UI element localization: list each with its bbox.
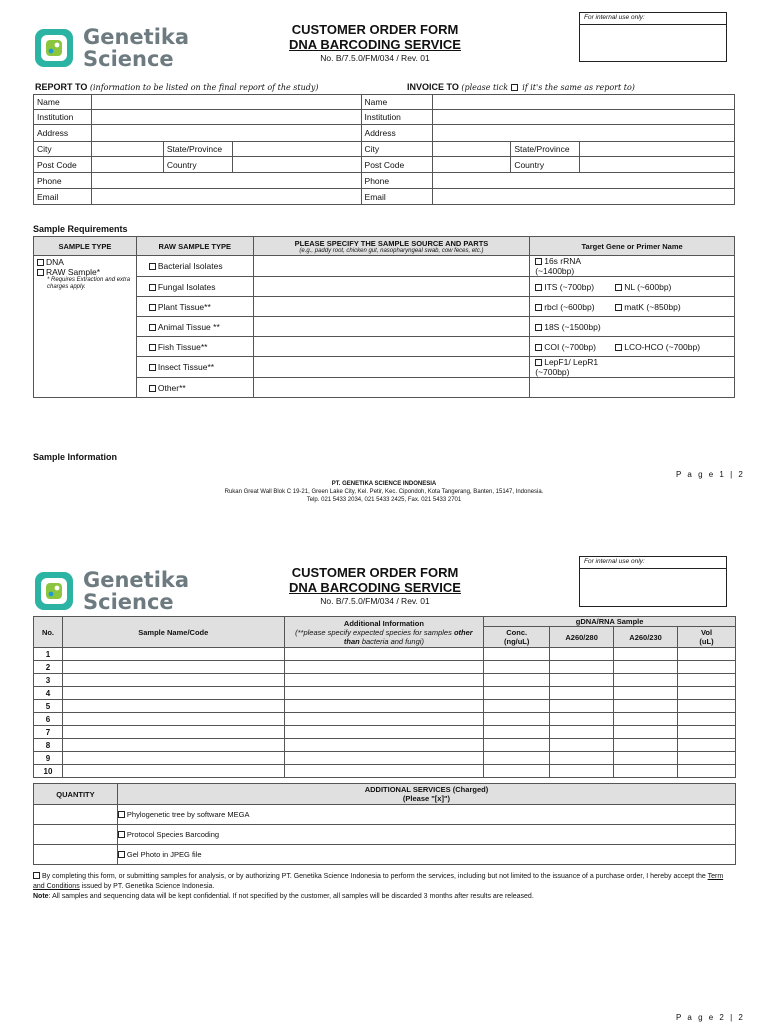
form-title-block-page2 [245, 565, 505, 606]
a260-230-field[interactable] [614, 765, 678, 778]
a260-230-field[interactable] [614, 726, 678, 739]
raw-sample-type-option[interactable]: Insect Tissue** [136, 357, 253, 378]
sample-name-field[interactable] [62, 648, 284, 661]
report-to-heading: REPORT TO (information to be listed on the final report of the study) [35, 82, 319, 92]
sample-requirements-table [33, 236, 735, 398]
additional-info-field[interactable] [284, 674, 484, 687]
table-row [34, 713, 736, 726]
sample-name-field[interactable] [62, 765, 284, 778]
header-sample-source: PLEASE SPECIFY THE SAMPLE SOURCE AND PARTS (e.g., paddy root, chicken gut, nasopharyngeal swab, cow feces, etc.) [253, 237, 530, 256]
conc-field[interactable] [484, 765, 550, 778]
table-row [34, 726, 736, 739]
samples-table [33, 616, 736, 778]
target-gene-option[interactable]: 16s rRNA (~1400bp) [535, 256, 581, 276]
target-gene-checkbox[interactable] [535, 284, 542, 291]
raw-type-checkbox[interactable] [149, 284, 156, 291]
report-state-label: State/Province [163, 142, 232, 157]
col-services: ADDITIONAL SERVICES (Charged) (Please "[x]") [117, 784, 735, 805]
service-option[interactable]: Protocol Species Barcoding [117, 825, 735, 845]
dna-checkbox[interactable] [37, 259, 44, 266]
report-postcode-field[interactable] [91, 157, 163, 173]
a260-230-field[interactable] [614, 661, 678, 674]
report-state-field[interactable] [232, 142, 361, 157]
vol-field[interactable] [678, 687, 736, 700]
col-no: No. [34, 617, 63, 648]
footer-phone: Telp. 021 5433 2034, 021 5433 2425, Fax. 021 5433 2701 [306, 497, 462, 503]
target-gene-option[interactable]: COI (~700bp) [535, 342, 615, 352]
target-gene-checkbox[interactable] [615, 304, 622, 311]
service-option[interactable]: Phylogenetic tree by software MEGA [117, 805, 735, 825]
raw-type-checkbox[interactable] [149, 385, 156, 392]
target-gene-option[interactable]: rbcl (~600bp) [535, 302, 615, 312]
report-phone-field[interactable] [91, 173, 361, 189]
a260-280-field[interactable] [550, 713, 614, 726]
invoice-address-label: Address [361, 125, 433, 142]
a260-280-field[interactable] [550, 765, 614, 778]
additional-info-field[interactable] [284, 648, 484, 661]
col-gdna-group: gDNA/RNA Sample [484, 617, 736, 627]
invoice-phone-field[interactable] [433, 173, 735, 189]
col-a260-280: A260/280 [550, 627, 614, 648]
table-row [34, 700, 736, 713]
logo-mark-icon [33, 27, 75, 69]
report-city-field[interactable] [91, 142, 163, 157]
conc-field[interactable] [484, 739, 550, 752]
table-row [34, 648, 736, 661]
invoice-to-heading: INVOICE TO (please tick if it's the same as report to) [407, 82, 635, 92]
table-row [34, 661, 736, 674]
report-institution-label: Institution [34, 110, 92, 125]
a260-230-field[interactable] [614, 700, 678, 713]
target-gene-option[interactable]: LCO-HCO (~700bp) [615, 342, 700, 352]
report-email-label: Email [34, 189, 92, 205]
service-checkbox[interactable] [118, 851, 125, 858]
vol-field[interactable] [678, 713, 736, 726]
footer-address: Rukan Great Wall Blok C 19-21, Green Lake City, Kel. Petir, Kec. Cipondoh, Kota Tangerang, Banten, 15147, Indonesia. [224, 489, 544, 495]
invoice-city-field[interactable] [433, 142, 511, 157]
col-sample-name: Sample Name/Code [62, 617, 284, 648]
sample-source-field[interactable] [253, 297, 530, 317]
sample-source-field[interactable] [253, 357, 530, 378]
service-row [34, 805, 736, 825]
sample-source-field[interactable] [253, 277, 530, 297]
target-gene-cell [530, 337, 735, 357]
vol-field[interactable] [678, 700, 736, 713]
service-quantity-field[interactable] [34, 845, 118, 865]
a260-280-field[interactable] [550, 648, 614, 661]
invoice-email-label: Email [361, 189, 433, 205]
report-phone-label: Phone [34, 173, 92, 189]
conc-field[interactable] [484, 674, 550, 687]
service-row [34, 845, 736, 865]
col-a260-230: A260/230 [614, 627, 678, 648]
additional-info-field[interactable] [284, 752, 484, 765]
internal-use-label: For internal use only: [580, 13, 726, 25]
row-number: 7 [34, 726, 63, 739]
additional-info-field[interactable] [284, 726, 484, 739]
raw-sample-checkbox[interactable] [37, 269, 44, 276]
col-conc: Conc. (ng/uL) [484, 627, 550, 648]
brand-line1: Genetika [83, 568, 190, 592]
same-as-report-checkbox[interactable] [511, 84, 518, 91]
company-footer [0, 480, 768, 504]
consent-checkbox[interactable] [33, 872, 40, 879]
report-name-label: Name [34, 95, 92, 110]
raw-type-checkbox[interactable] [149, 324, 156, 331]
row-number: 5 [34, 700, 63, 713]
page-number-1: P a g e 1 | 2 [676, 470, 745, 479]
target-gene-checkbox[interactable] [535, 324, 542, 331]
report-address-field[interactable] [91, 125, 361, 142]
a260-230-field[interactable] [614, 674, 678, 687]
sample-source-field[interactable] [253, 378, 530, 398]
additional-info-field[interactable] [284, 661, 484, 674]
vol-field[interactable] [678, 661, 736, 674]
raw-type-checkbox[interactable] [149, 364, 156, 371]
conc-field[interactable] [484, 648, 550, 661]
sample-name-field[interactable] [62, 739, 284, 752]
invoice-city-label: City [361, 142, 433, 157]
table-row [34, 687, 736, 700]
raw-type-checkbox[interactable] [149, 304, 156, 311]
target-gene-cell [530, 378, 735, 398]
a260-280-field[interactable] [550, 687, 614, 700]
target-gene-option[interactable]: matK (~850bp) [615, 302, 680, 312]
genetika-logo [33, 26, 189, 70]
table-row [34, 752, 736, 765]
row-number: 9 [34, 752, 63, 765]
raw-sample-type-option[interactable]: Plant Tissue** [136, 297, 253, 317]
target-gene-option[interactable]: ITS (~700bp) [535, 282, 615, 292]
col-quantity: QUANTITY [34, 784, 118, 805]
target-gene-checkbox[interactable] [535, 258, 542, 265]
invoice-postcode-field[interactable] [433, 157, 511, 173]
invoice-state-label: State/Province [511, 142, 580, 157]
target-gene-checkbox[interactable] [535, 344, 542, 351]
a260-230-field[interactable] [614, 648, 678, 661]
a260-280-field[interactable] [550, 674, 614, 687]
row-number: 2 [34, 661, 63, 674]
contact-table [33, 94, 735, 205]
report-country-field[interactable] [232, 157, 361, 173]
col-additional-info: Additional Information (**please specify expected species for samples other than bacteria and fungi) [284, 617, 484, 648]
report-country-label: Country [163, 157, 232, 173]
logo-mark-icon [33, 570, 75, 612]
raw-sample-type-option[interactable]: Fungal Isolates [136, 277, 253, 297]
a260-280-field[interactable] [550, 700, 614, 713]
report-email-field[interactable] [91, 189, 361, 205]
consent-text: By completing this form, or submitting samples for analysis, or by authorizing PT. Genetika Science Indonesia to perform the services, including but not limited to the issuance of a purchase order, I hereby accept the Term and Conditions issued by PT. Genetika Science Indonesia. Note: All samples and sequencing data will be kept confidential. If not specified by the customer, all samples will be discarded 3 months after results are released. [33, 873, 724, 900]
target-gene-checkbox[interactable] [615, 344, 622, 351]
raw-type-checkbox[interactable] [149, 344, 156, 351]
a260-230-field[interactable] [614, 739, 678, 752]
form-title-block [245, 22, 505, 63]
additional-info-field[interactable] [284, 713, 484, 726]
row-number: 1 [34, 648, 63, 661]
additional-info-field[interactable] [284, 739, 484, 752]
report-address-label: Address [34, 125, 92, 142]
note-text: : All samples and sequencing data will be kept confidential. If not specified by the customer, all samples will be discarded 3 months after results are released. [48, 893, 534, 900]
sample-name-field[interactable] [62, 713, 284, 726]
sample-name-field[interactable] [62, 674, 284, 687]
invoice-institution-label: Institution [361, 110, 433, 125]
internal-use-label: For internal use only: [580, 557, 726, 569]
vol-field[interactable] [678, 726, 736, 739]
form-subtitle: DNA BARCODING SERVICE [289, 37, 461, 52]
footer-company: PT. GENETIKA SCIENCE INDONESIA [331, 481, 437, 487]
target-gene-cell [530, 317, 735, 337]
table-row [34, 739, 736, 752]
invoice-institution-field[interactable] [433, 110, 735, 125]
additional-info-field[interactable] [284, 765, 484, 778]
conc-field[interactable] [484, 726, 550, 739]
raw-sample-type-option[interactable]: Animal Tissue ** [136, 317, 253, 337]
target-gene-cell [530, 277, 735, 297]
vol-field[interactable] [678, 765, 736, 778]
target-gene-checkbox[interactable] [615, 284, 622, 291]
terms-link[interactable]: Term and Conditions [33, 873, 724, 890]
internal-use-box-page2[interactable] [579, 556, 727, 607]
brand-line2: Science [83, 47, 174, 71]
form-subtitle: DNA BARCODING SERVICE [289, 580, 461, 595]
raw-sample-type-option[interactable]: Bacterial Isolates [136, 256, 253, 277]
table-row [34, 674, 736, 687]
note-label: Note [33, 893, 49, 900]
invoice-state-field[interactable] [580, 142, 735, 157]
sample-information-title: Sample Information [33, 452, 118, 462]
service-option[interactable]: Gel Photo in JPEG file [117, 845, 735, 865]
invoice-email-field[interactable] [433, 189, 735, 205]
row-number: 4 [34, 687, 63, 700]
target-gene-checkbox[interactable] [535, 304, 542, 311]
target-gene-cell [530, 256, 735, 277]
sample-name-field[interactable] [62, 661, 284, 674]
service-checkbox[interactable] [118, 811, 125, 818]
service-row [34, 825, 736, 845]
a260-280-field[interactable] [550, 726, 614, 739]
conc-field[interactable] [484, 661, 550, 674]
row-number: 6 [34, 713, 63, 726]
conc-field[interactable] [484, 752, 550, 765]
target-gene-option[interactable]: NL (~600bp) [615, 282, 671, 292]
invoice-name-field[interactable] [433, 95, 735, 110]
service-quantity-field[interactable] [34, 805, 118, 825]
target-gene-option[interactable]: 18S (~1500bp) [535, 322, 615, 332]
document-number: No. B/7.5.0/FM/034 / Rev. 01 [320, 53, 430, 63]
row-number: 8 [34, 739, 63, 752]
a260-280-field[interactable] [550, 752, 614, 765]
form-title: CUSTOMER ORDER FORM [291, 22, 459, 37]
sample-type-cell: DNA RAW Sample* * Requires Extraction and extra charges apply. [34, 256, 137, 398]
additional-services-table [33, 783, 736, 865]
target-gene-cell [530, 357, 735, 378]
internal-use-box[interactable] [579, 12, 727, 62]
additional-info-field[interactable] [284, 687, 484, 700]
genetika-logo-page2 [33, 569, 189, 613]
conc-field[interactable] [484, 687, 550, 700]
brand-line2: Science [83, 590, 174, 614]
header-sample-type: SAMPLE TYPE [34, 237, 137, 256]
header-raw-sample-type: RAW SAMPLE TYPE [136, 237, 253, 256]
vol-field[interactable] [678, 739, 736, 752]
invoice-phone-label: Phone [361, 173, 433, 189]
row-number: 3 [34, 674, 63, 687]
table-row [34, 765, 736, 778]
conc-field[interactable] [484, 713, 550, 726]
a260-230-field[interactable] [614, 713, 678, 726]
sample-name-field[interactable] [62, 700, 284, 713]
a260-230-field[interactable] [614, 687, 678, 700]
sample-source-field[interactable] [253, 256, 530, 277]
header-target-gene: Target Gene or Primer Name [530, 237, 735, 256]
target-gene-checkbox[interactable] [535, 359, 542, 366]
sample-source-field[interactable] [253, 337, 530, 357]
raw-sample-note: * Requires Extraction and extra charges apply. [47, 277, 131, 290]
row-number: 10 [34, 765, 63, 778]
target-gene-cell [530, 297, 735, 317]
col-vol: Vol (uL) [678, 627, 736, 648]
brand-line1: Genetika [83, 25, 190, 49]
sample-name-field[interactable] [62, 726, 284, 739]
vol-field[interactable] [678, 648, 736, 661]
report-name-field[interactable] [91, 95, 361, 110]
target-gene-option[interactable]: LepF1/ LepR1 (~700bp) [535, 357, 599, 377]
sample-name-field[interactable] [62, 687, 284, 700]
additional-info-field[interactable] [284, 700, 484, 713]
page-number-2: P a g e 2 | 2 [676, 1013, 745, 1022]
form-title: CUSTOMER ORDER FORM [291, 565, 459, 580]
conc-field[interactable] [484, 700, 550, 713]
report-city-label: City [34, 142, 92, 157]
sample-requirements-title: Sample Requirements [33, 224, 128, 234]
service-checkbox[interactable] [118, 831, 125, 838]
report-postcode-label: Post Code [34, 157, 92, 173]
invoice-country-label: Country [511, 157, 580, 173]
a260-280-field[interactable] [550, 661, 614, 674]
raw-sample-type-option[interactable]: Fish Tissue** [136, 337, 253, 357]
document-number: No. B/7.5.0/FM/034 / Rev. 01 [320, 596, 430, 606]
report-institution-field[interactable] [91, 110, 361, 125]
a260-280-field[interactable] [550, 739, 614, 752]
raw-sample-type-option[interactable]: Other** [136, 378, 253, 398]
invoice-postcode-label: Post Code [361, 157, 433, 173]
vol-field[interactable] [678, 674, 736, 687]
raw-type-checkbox[interactable] [149, 263, 156, 270]
service-quantity-field[interactable] [34, 825, 118, 845]
sample-name-field[interactable] [62, 752, 284, 765]
invoice-address-field[interactable] [433, 125, 735, 142]
a260-230-field[interactable] [614, 752, 678, 765]
vol-field[interactable] [678, 752, 736, 765]
invoice-country-field[interactable] [580, 157, 735, 173]
sample-source-field[interactable] [253, 317, 530, 337]
invoice-name-label: Name [361, 95, 433, 110]
